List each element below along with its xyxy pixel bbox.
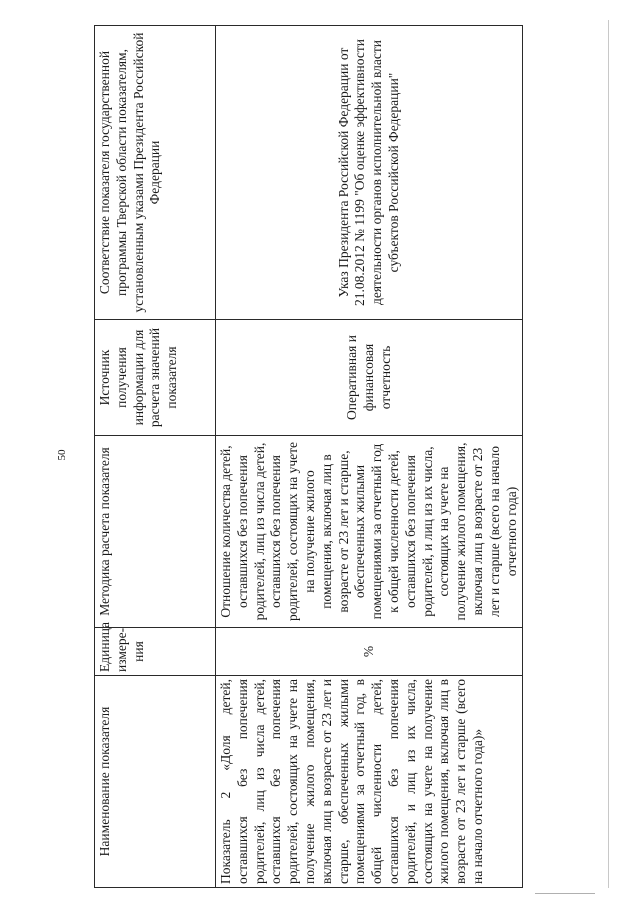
header-unit: Единица измере-ния [95, 628, 216, 676]
table-row [216, 26, 523, 888]
unit-cell: % [216, 628, 523, 676]
page-edge-line [608, 20, 609, 888]
correspondence-cell: Указ Президента Российской Федерации от 21.08.2012 № 1199 "Об оценке эффективности деятельности органов исполнительной власти субъектов Российской Федерации" [216, 26, 523, 320]
header-source: Источник получения информации для расчета значений показателя [95, 320, 216, 436]
header-correspondence: Соответствие показателя государственной программы Тверской области показателям, установленным указами Президента Российской Федерации [95, 26, 216, 320]
rotated-table-container [94, 26, 518, 888]
header-name: Наименование показателя [95, 676, 216, 888]
source-cell: Оперативная и финансовая отчетность [216, 320, 523, 436]
indicator-table [94, 25, 523, 888]
table-header-row [95, 26, 216, 888]
indicator-name-cell: Показатель 2 «Доля детей, оставшихся без попечения родителей, лиц из числа детей, оставшихся без попечения родителей, состоящих на учете на получение жилого помещения, включая лиц в возрасте от 23 лет и старше, обеспеченных жилыми помещениями за отчетный год, в общей численности детей, оставшихся без попечения родителей, и лиц из их числа, состоящих на учете на получение жилого помещения, включая лиц в возрасте от 23 лет и старше (всего на начало отчетного года)» [216, 676, 523, 888]
scan-mark [535, 893, 595, 894]
header-method: Методика расчета показателя [95, 436, 216, 628]
method-cell: Отношение количества детей, оставшихся без попечения родителей, лиц из числа детей, оставшихся без попечения родителей, состоящих на учете на получение жилого помещения, включая лиц в возрасте от 23 лет и старше, обеспеченных жилыми помещениями за отчетный год к общей численности детей, оставшихся без попечения родителей, и лиц из их числа, состоящих на учете на получение жилого помещения, включая лиц в возрасте от 23 лет и старше (всего на начало отчетного года) [216, 436, 523, 628]
page-number: 50 [56, 449, 68, 461]
